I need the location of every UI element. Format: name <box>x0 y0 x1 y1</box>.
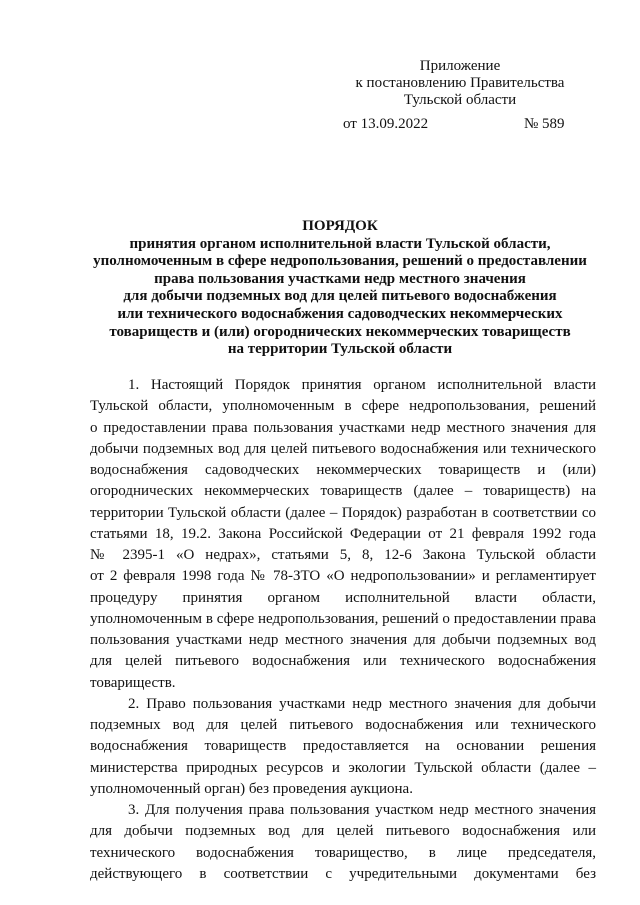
title-line: для добычи подземных вод для целей питьевого водоснабжения <box>123 288 557 305</box>
appendix-label: Приложение <box>419 58 501 74</box>
paragraph-line: от 2 февраля 1998 года № 78-ЗТО «О недропользовании» и регламентирует <box>90 568 596 585</box>
paragraph-line: водоснабжения товариществ предоставляется на основании решения <box>90 738 596 755</box>
paragraph-line: водоснабжения садоводческих некоммерческих товариществ и (или) <box>90 462 596 478</box>
paragraph-line: для целей питьевого водоснабжения или технического водоснабжения <box>90 653 596 670</box>
paragraph-line: 1. Настоящий Порядок принятия органом исполнительной власти <box>128 377 596 393</box>
title-heading: ПОРЯДОК <box>302 218 378 234</box>
paragraph-line: уполномоченным в сфере недропользования, решений о предоставлении права <box>90 610 596 627</box>
paragraph-line: статьями 18, 19.2. Закона Российской Федерации от 21 февраля 1992 года <box>90 525 596 542</box>
paragraph-line: действующего в соответствии с учредительными документами без <box>90 865 596 882</box>
title-line: принятия органом исполнительной власти Тульской области, <box>129 235 551 252</box>
paragraph-line: процедуру принятия органом исполнительной власти области, <box>90 589 596 606</box>
appendix-decree-ref: к постановлению Правительства <box>355 75 565 91</box>
paragraph-line: огороднических некоммерческих товариществ (далее – товариществ) на <box>90 483 596 500</box>
paragraph-3 <box>90 800 596 885</box>
paragraph-2 <box>90 694 596 800</box>
decree-number: № 589 <box>524 116 565 132</box>
paragraph-line: добычи подземных вод для целей питьевого водоснабжения или технического <box>90 440 596 457</box>
paragraph-line: 2. Право пользования участками недр местного значения для добычи <box>128 695 596 712</box>
paragraph-line: № 2395-1 «О недрах», статьями 5, 8, 12-6 Закона Тульской области <box>90 547 596 563</box>
paragraph-1 <box>90 375 596 694</box>
paragraph-line: уполномоченный орган) без проведения аукциона. <box>90 780 413 797</box>
title-line: на территории Тульской области <box>227 341 453 358</box>
title-line: или технического водоснабжения садоводческих некоммерческих <box>117 305 563 322</box>
paragraph-line: 3. Для получения права пользования участком недр местного значения <box>128 802 596 818</box>
paragraph-line: о предоставлении права пользования участками недр местного значения для <box>90 419 596 436</box>
paragraph-line: технического водоснабжения товарищество, в лице председателя, <box>90 844 596 861</box>
document-title <box>80 218 600 359</box>
paragraph-line: пользования участками недр местного значения для добычи подземных вод <box>90 632 596 648</box>
appendix-block <box>340 58 580 109</box>
paragraph-line: для добычи подземных вод для целей питьевого водоснабжения или <box>90 823 596 840</box>
document-body <box>90 375 596 885</box>
title-line: уполномоченным в сфере недропользования, решений о предоставлении <box>93 253 587 270</box>
paragraph-line: подземных вод для целей питьевого водоснабжения или технического <box>90 717 596 733</box>
decree-date: от 13.09.2022 <box>343 116 429 132</box>
paragraph-line: товариществ. <box>90 674 176 691</box>
appendix-region: Тульской области <box>403 92 517 108</box>
title-line: товариществ и (или) огороднических некоммерческих товариществ <box>109 323 571 340</box>
paragraph-line: министерства природных ресурсов и экологии Тульской области (далее – <box>90 759 596 776</box>
paragraph-line: Тульской области, уполномоченным в сфере недропользования, решений <box>90 398 596 415</box>
paragraph-line: территории Тульской области (далее – Порядок) разработан в соответствии со <box>90 504 596 521</box>
title-line: права пользования участками недр местного значения <box>154 270 526 287</box>
